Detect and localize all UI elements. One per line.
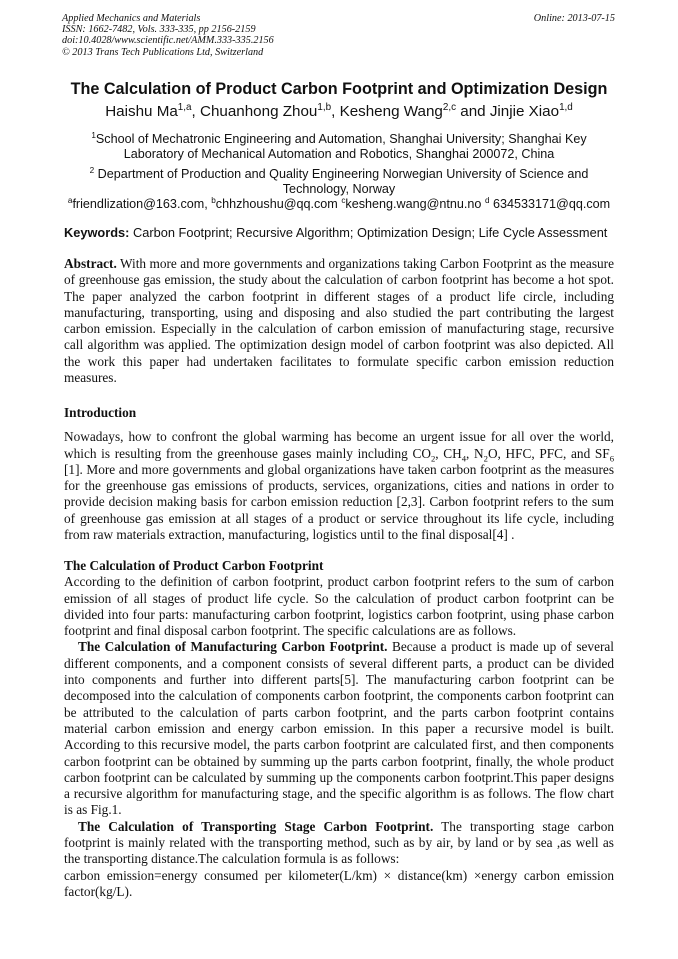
email-sup: b: [211, 195, 216, 205]
email[interactable]: friendlization@163.com,: [72, 197, 212, 211]
introduction-paragraph: [64, 429, 614, 543]
subscript: 4: [461, 453, 467, 464]
abstract-text: With more and more governments and organizations taking Carbon Footprint as the measure of greenhouse gas emission, the study about the calculation of carbon footprint has become a hot spot. The paper analyzed the carbon footprint in different stages of a product life circle, including manufacturing, transporting, using and disposing and also studied the part contributing the largest carbon emission. Especially in the calculation of carbon emission of manufacturing stage, recursive call algorithm was applied. The optimization design model of carbon footprint was also depicted. All the work this paper had undertaken facilitates to formulate specific carbon emission reduction measures.: [64, 256, 614, 386]
author-sup: 1,b: [317, 101, 332, 113]
author-sup: 2,c: [442, 101, 457, 113]
text-run: [1]. More and more governments and global organizations have taken carbon footprint as the measures for the greenhouse gas emissions of products, services, organizations, cities and nations in order to provide decision making basis for carbon emission reduction [2,3]. Carbon footprint refers to the sum of greenhouse gas emission at all stages of a product or service throughout its life cycle, including from raw materials extraction, manufacturing, logistics until to the final disposal[4] .: [64, 461, 614, 543]
keywords-text: Carbon Footprint; Recursive Algorithm; Optimization Design; Life Cycle Assessment: [129, 225, 608, 240]
calculation-section: [64, 558, 614, 900]
text-run: , CH: [435, 445, 462, 461]
text-run: Nowadays, how to confront the global warming has become an urgent issue for all over the world, which is resulting from the greenhouse gases mainly including CO: [64, 429, 614, 461]
transporting-paragraph: [64, 819, 614, 868]
separator: ,: [191, 103, 200, 120]
abstract: [64, 256, 614, 386]
text-run: , N: [466, 445, 484, 461]
email-list: [64, 197, 614, 212]
manufacturing-paragraph: [64, 639, 614, 818]
author-sup: 1,a: [177, 101, 192, 113]
author-name: Kesheng Wang: [339, 103, 443, 120]
doi: doi:10.4028/www.scientific.net/AMM.333-335.2156: [62, 35, 274, 47]
author-name: Haishu Ma: [105, 103, 178, 120]
transporting-heading: The Calculation of Transporting Stage Carbon Footprint.: [78, 818, 434, 834]
email-sup: c: [341, 195, 346, 205]
subscript: 2: [430, 453, 436, 464]
email-sup: d: [484, 195, 490, 205]
subscript: 6: [609, 453, 614, 464]
author-sup: 1,d: [559, 101, 573, 113]
affiliation-sup: 1: [91, 130, 96, 140]
section-heading: The Calculation of Product Carbon Footprint: [64, 558, 324, 573]
abstract-label: Abstract.: [64, 256, 117, 271]
section-intro: According to the definition of carbon footprint, product carbon footprint refers to the sum of carbon emission of all stages of product life cycle. So the calculation of product carbon footprint can be divided into four parts: manufacturing carbon footprint, logistics carbon footprint, using phase carbon footprint and final disposal carbon footprint. The specific calculations are as follows.: [64, 574, 614, 639]
paper-title: The Calculation of Product Carbon Footprint and Optimization Design: [70, 80, 608, 98]
issn: ISSN: 1662-7482, Vols. 333-335, pp 2156-2159: [62, 24, 256, 36]
introduction-section: [64, 405, 614, 543]
affiliation-sup: 2: [89, 165, 95, 175]
manufacturing-text: Because a product is made up of several different components, and a component consists of several different parts, a product can be divided into components and further into different parts[5]. The manufacturing carbon footprint can be decomposed into the calculation of components carbon footprint, the components carbon footprint can be attributed to the calculation of parts carbon footprint, and the parts carbon footprint contains material carbon emission and energy carbon emission. In this paper a recursive model is built. According to this recursive model, the parts carbon footprint are calculated first, and then components carbon footprint can be obtained by summing up the parts carbon footprint, finally, the whole product carbon footprint can be calculated by summing up the components carbon footprint.This paper designs a recursive algorithm for manufacturing stage, and the specific algorithm is as follows. The flow chart is as Fig.1.: [64, 639, 614, 818]
separator: and: [456, 103, 490, 120]
affiliation-2: [64, 167, 614, 197]
formula: carbon emission=energy consumed per kilometer(L/km) × distance(km) ×energy carbon emission factor(kg/L).: [64, 867, 614, 899]
affiliation-line: School of Mechatronic Engineering and Automation, Shanghai University; Shanghai Key: [95, 132, 587, 146]
copyright: © 2013 Trans Tech Publications Ltd, Switzerland: [62, 46, 264, 58]
affiliation-line: Department of Production and Quality Engineering Norwegian University of Science and: [94, 167, 589, 181]
publication-header: [62, 13, 274, 58]
journal-name: Applied Mechanics and Materials: [62, 13, 201, 24]
author-list: [0, 103, 678, 120]
subscript: 2: [483, 453, 488, 464]
email-sup: a: [67, 195, 73, 205]
online-date: Online: 2013-07-15: [533, 13, 615, 24]
affiliation-1: [64, 132, 614, 162]
email[interactable]: kesheng.wang@ntnu.no: [345, 197, 485, 211]
author-name: Jinjie Xiao: [489, 103, 560, 120]
manufacturing-heading: The Calculation of Manufacturing Carbon Footprint.: [78, 639, 388, 655]
text-run: O, HFC, PFC, and SF: [487, 445, 610, 461]
introduction-heading: Introduction: [64, 405, 137, 420]
keywords: [64, 225, 607, 240]
author-name: Chuanhong Zhou: [199, 103, 318, 120]
email[interactable]: chhzhoushu@qq.com: [215, 197, 342, 211]
email[interactable]: 634533171@qq.com: [489, 197, 611, 211]
affiliation-line: Laboratory of Mechanical Automation and Robotics, Shanghai 200072, China: [123, 147, 555, 161]
separator: ,: [331, 103, 340, 120]
affiliation-line: Technology, Norway: [282, 182, 396, 196]
keywords-label: Keywords:: [64, 225, 130, 240]
transporting-text: The transporting stage carbon footprint is mainly related with the transporting method, such as by air, by land or by sea ,as well as the transporting distance.The calculation formula is as follows:: [64, 818, 615, 867]
